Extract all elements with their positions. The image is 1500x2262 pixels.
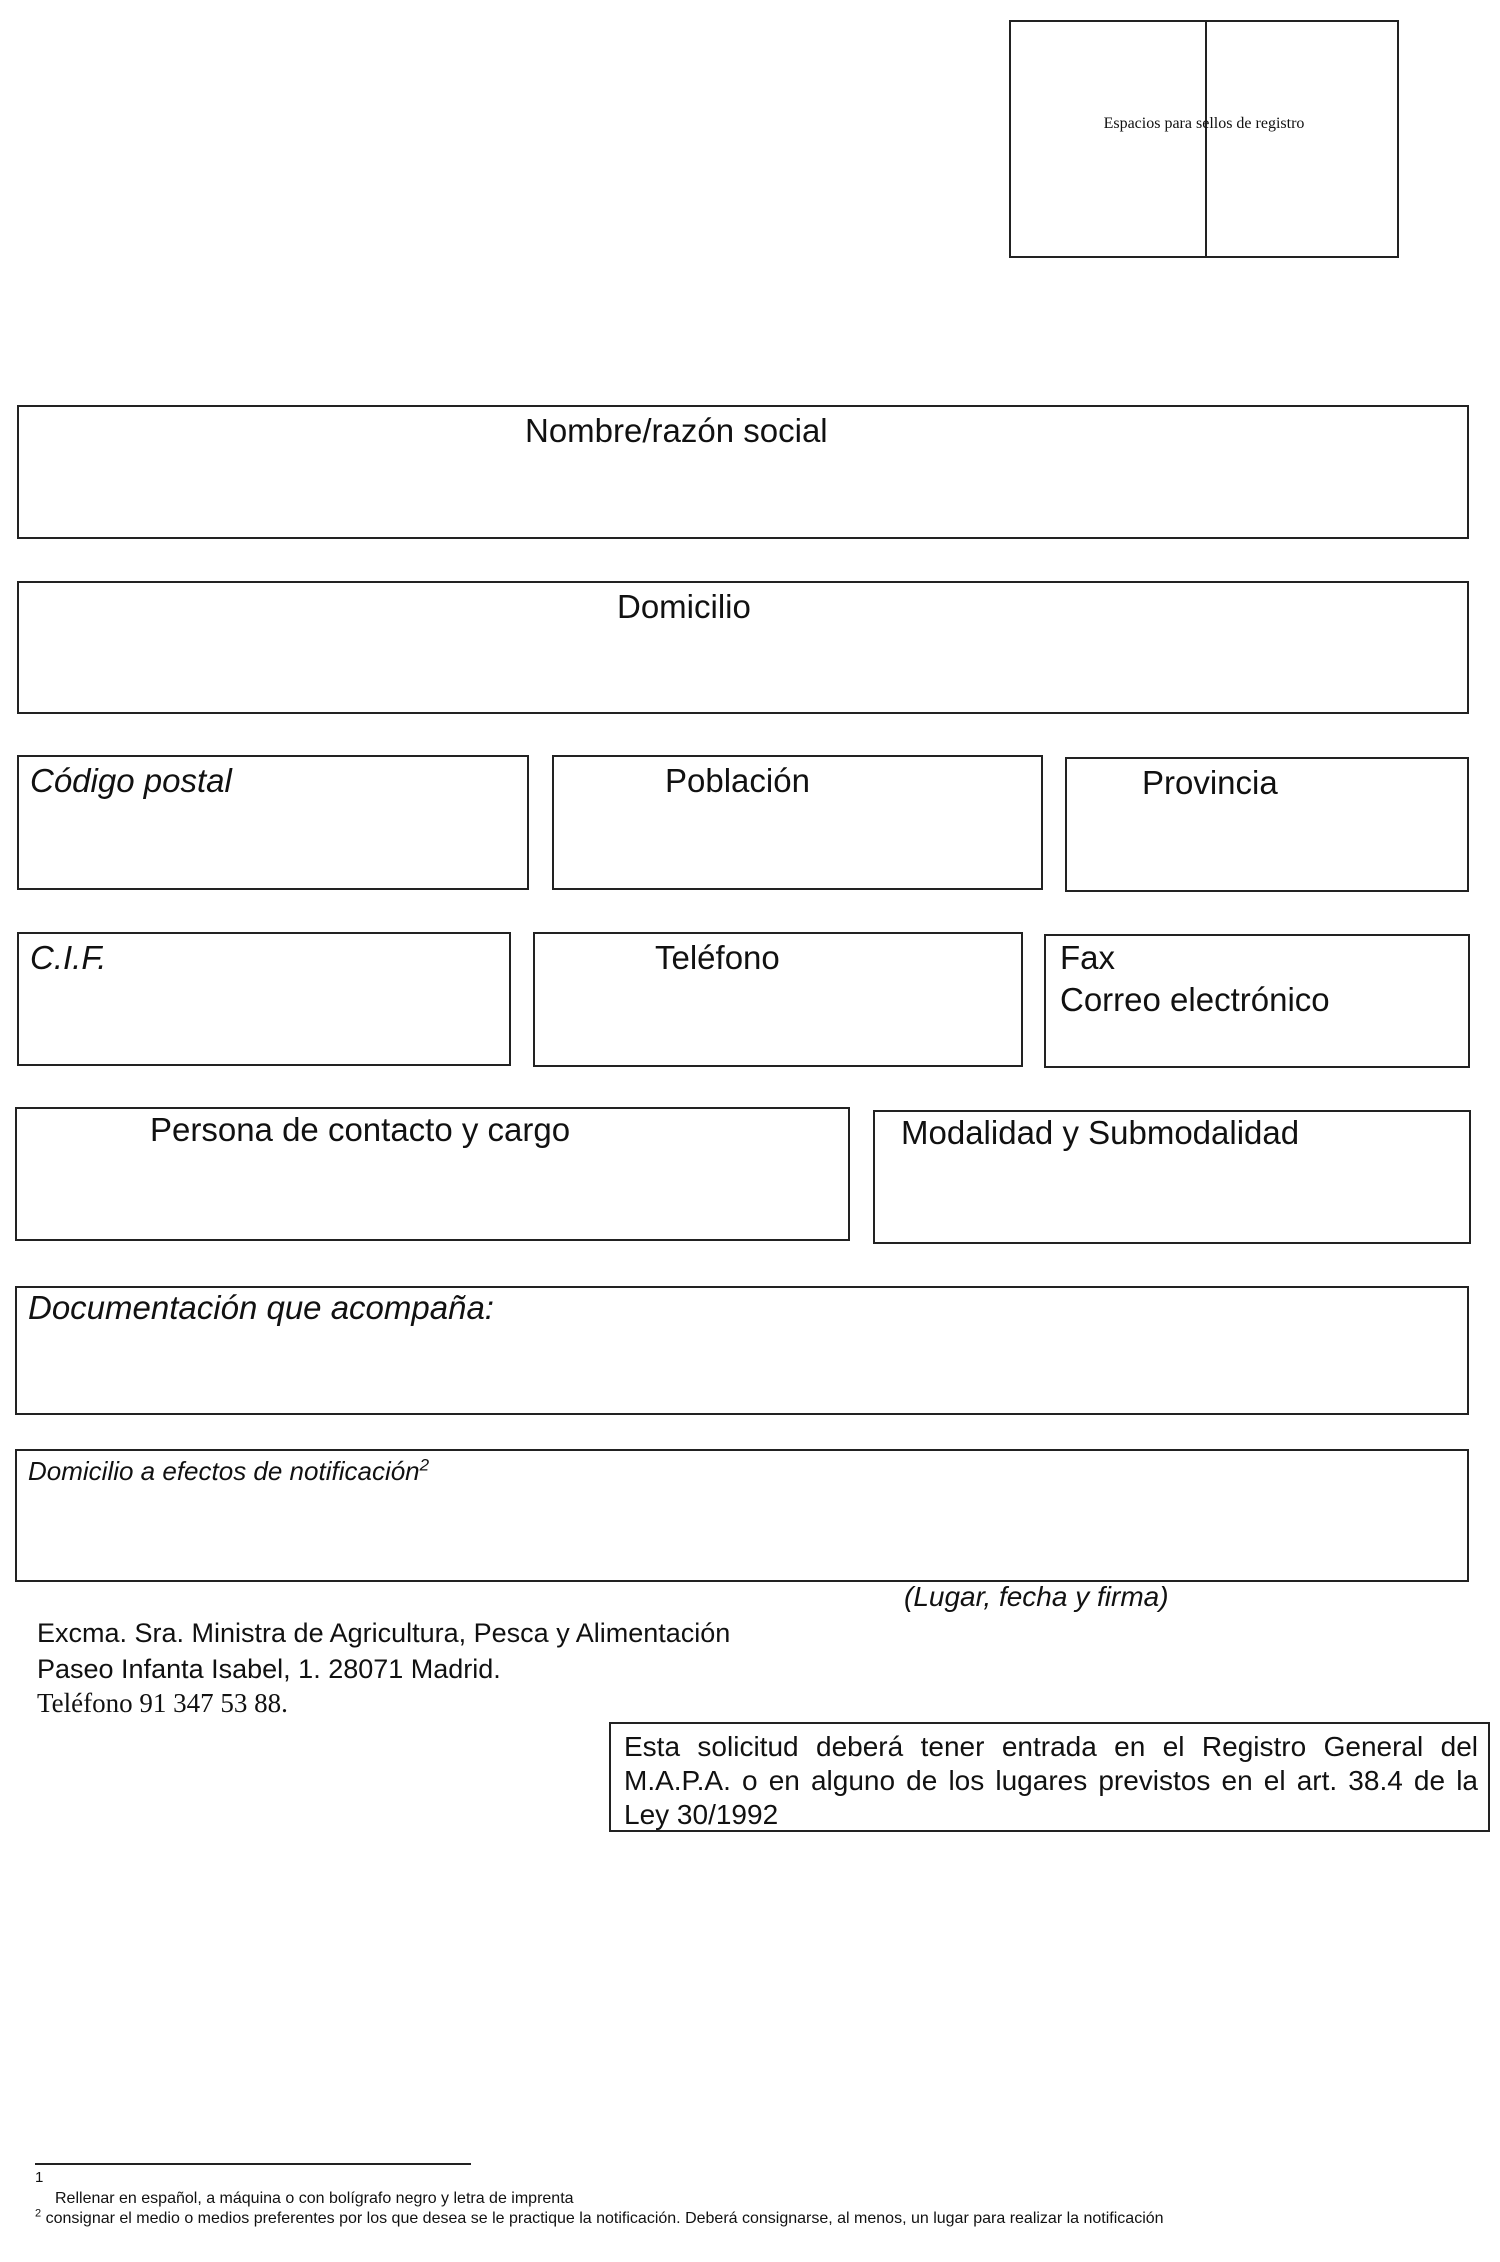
modalidad-field[interactable]: [873, 1110, 1471, 1244]
address-line-2: Paseo Infanta Isabel, 1. 28071 Madrid.: [37, 1654, 501, 1684]
poblacion-field[interactable]: [552, 755, 1043, 890]
codigo-postal-field[interactable]: [17, 755, 529, 890]
documentacion-label: Documentación que acompaña:: [28, 1289, 494, 1326]
footnote-2-num: 2: [35, 2207, 42, 2220]
footnote-1-num: 1: [35, 2169, 44, 2186]
address-phone: Teléfono 91 347 53 88.: [37, 1688, 288, 1718]
stamp-divider: [1205, 22, 1207, 256]
stamp-area-label: Espacios para sellos de registro: [1103, 115, 1305, 132]
provincia-field[interactable]: [1065, 757, 1469, 892]
footnote-1-text: Rellenar en español, a máquina o con bolígrafo negro y letra de imprenta: [55, 2190, 574, 2207]
provincia-label: Provincia: [1142, 764, 1278, 801]
domicilio-notificacion-field[interactable]: [15, 1449, 1469, 1582]
persona-contacto-field[interactable]: [15, 1107, 850, 1241]
domicilio-label: Domicilio: [617, 588, 751, 625]
documentacion-field[interactable]: [15, 1286, 1469, 1415]
modalidad-label: Modalidad y Submodalidad: [901, 1114, 1300, 1151]
footnote-1-number: [35, 2168, 43, 2188]
poblacion-label: Población: [665, 762, 810, 799]
footnote-2: [35, 2209, 1164, 2229]
fax-label: Fax: [1060, 939, 1116, 976]
cif-field[interactable]: [17, 932, 511, 1066]
address-line-1: Excma. Sra. Ministra de Agricultura, Pesca y Alimentación: [37, 1618, 731, 1648]
cif-label: C.I.F.: [30, 939, 107, 976]
correo-electronico-label: Correo electrónico: [1060, 981, 1330, 1018]
notificacion-label-text: Domicilio a efectos de notificación: [28, 1456, 420, 1486]
telefono-label: Teléfono: [655, 939, 780, 976]
nombre-razon-social-field[interactable]: [17, 405, 1469, 539]
registry-stamp-area: [1009, 20, 1399, 258]
footnote-ref-2: 2: [419, 1455, 430, 1475]
codigo-postal-label: Código postal: [30, 762, 232, 799]
registry-notice: [609, 1722, 1490, 1832]
registry-notice-text: Esta solicitud deberá tener entrada en el Registro General del M.A.P.A. o en alguno de los lugares previstos en el art. 38.4 de la Ley 30/1992: [624, 1731, 1478, 1830]
telefono-field[interactable]: [533, 932, 1023, 1067]
fax-correo-field[interactable]: [1044, 934, 1470, 1068]
domicilio-field[interactable]: [17, 581, 1469, 714]
footnote-divider: [35, 2163, 471, 2165]
nombre-label: Nombre/razón social: [525, 412, 828, 449]
lugar-fecha-firma-label: (Lugar, fecha y firma): [904, 1581, 1169, 1612]
notificacion-label: [28, 1451, 429, 1491]
footnote-2-text: consignar el medio o medios preferentes por los que desea se le practique la notificación. Deberá consignarse, al menos, un lugar para realizar la notificación: [45, 2210, 1164, 2227]
persona-contacto-label: Persona de contacto y cargo: [150, 1111, 571, 1148]
